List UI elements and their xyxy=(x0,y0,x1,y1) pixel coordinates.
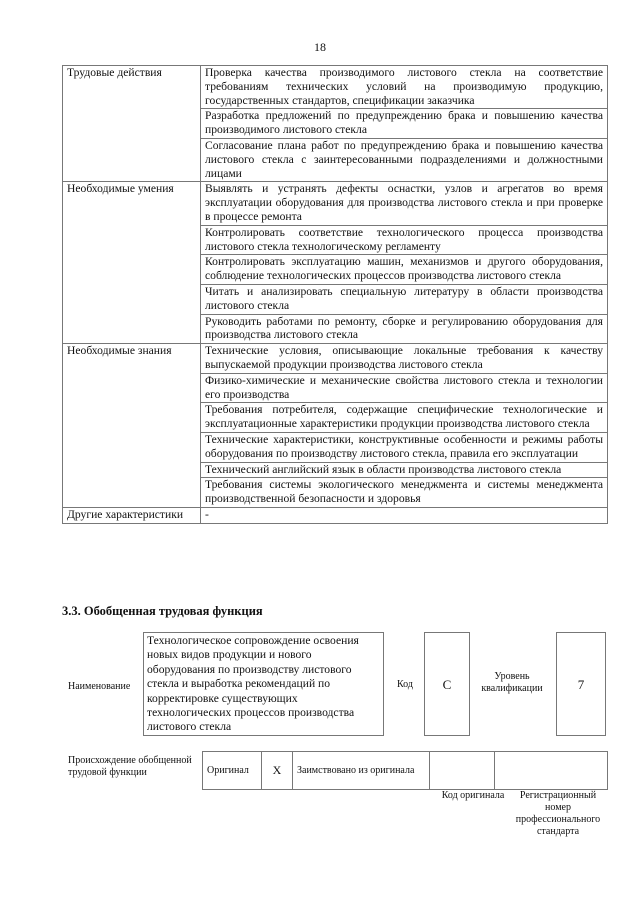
reg-number-label: Регистрационный номер профессионального стандарта xyxy=(515,790,601,837)
row-item: Читать и анализировать специальную литературу в области производства листового стекла xyxy=(201,284,608,314)
borrowed-label: Заимствовано из оригинала xyxy=(293,752,430,790)
code-value: C xyxy=(424,632,470,736)
origin-table xyxy=(202,751,608,790)
row-item: Контролировать эксплуатацию машин, механизмов и другого оборудования, соблюдение технологических процессов производства листового стекла xyxy=(201,255,608,285)
row-item: Руководить работами по ремонту, сборке и регулированию оборудования для производства листового стекла xyxy=(201,314,608,344)
table-row xyxy=(63,66,608,109)
row-item: - xyxy=(201,507,608,523)
row-item: Выявлять и устранять дефекты оснастки, узлов и агрегатов во время эксплуатации оборудования для производства листового стекла и при проверке в процессе ремонта xyxy=(201,182,608,225)
reg-number-cell xyxy=(495,752,608,790)
original-mark: X xyxy=(262,752,293,790)
name-value: Технологическое сопровождение освоения новых видов продукции и нового оборудования по производству листового стекла и выработка рекомендаций по корректировке существующих технологических процессов производства листового стекла xyxy=(143,632,384,736)
original-code-cell xyxy=(430,752,495,790)
origin-label: Происхождение обобщенной трудовой функции xyxy=(68,755,192,778)
original-label: Оригинал xyxy=(203,752,262,790)
section-title: 3.3. Обобщенная трудовая функция xyxy=(62,604,263,618)
page-number: 18 xyxy=(314,40,326,54)
name-label: Наименование xyxy=(68,681,131,692)
row-item: Технические характеристики, конструктивные особенности и режимы работы оборудования по производству листового стекла, правила его эксплуатации xyxy=(201,432,608,462)
row-item: Проверка качества производимого листового стекла на соответствие требованиям технических условий на производимую продукцию, государственных стандартов, спецификации заказчика xyxy=(201,66,608,109)
row-item: Согласование плана работ по предупреждению брака и повышению качества листового стекла с заинтересованными подразделениями и должностными лицами xyxy=(201,138,608,181)
row-item: Разработка предложений по предупреждению брака и повышению качества производимого листового стекла xyxy=(201,109,608,139)
level-label: Уровень квалификации xyxy=(481,671,543,694)
row-item: Контролировать соответствие технологического процесса производства листового стекла технологическому регламенту xyxy=(201,225,608,255)
row-item: Физико-химические и механические свойства листового стекла и технологии его производства xyxy=(201,373,608,403)
table-row xyxy=(63,507,608,523)
table-row xyxy=(63,182,608,225)
row-item: Технические условия, описывающие локальные требования к качеству выпускаемой продукции производства листового стекла xyxy=(201,344,608,374)
row-label: Трудовые действия xyxy=(63,66,201,182)
row-label: Необходимые знания xyxy=(63,344,201,508)
row-item: Технический английский язык в области производства листового стекла xyxy=(201,462,608,478)
row-label: Необходимые умения xyxy=(63,182,201,344)
original-code-label: Код оригинала xyxy=(441,790,505,801)
code-label: Код xyxy=(397,679,413,690)
row-item: Требования потребителя, содержащие специфические технологические и эксплуатационные характеристики продукции производства листового стекла xyxy=(201,403,608,433)
level-value: 7 xyxy=(556,632,606,736)
row-item: Требования системы экологического менеджмента и системы менеджмента производственной безопасности и здоровья xyxy=(201,478,608,508)
competency-table xyxy=(62,65,608,524)
row-label: Другие характеристики xyxy=(63,507,201,523)
table-row xyxy=(63,344,608,374)
